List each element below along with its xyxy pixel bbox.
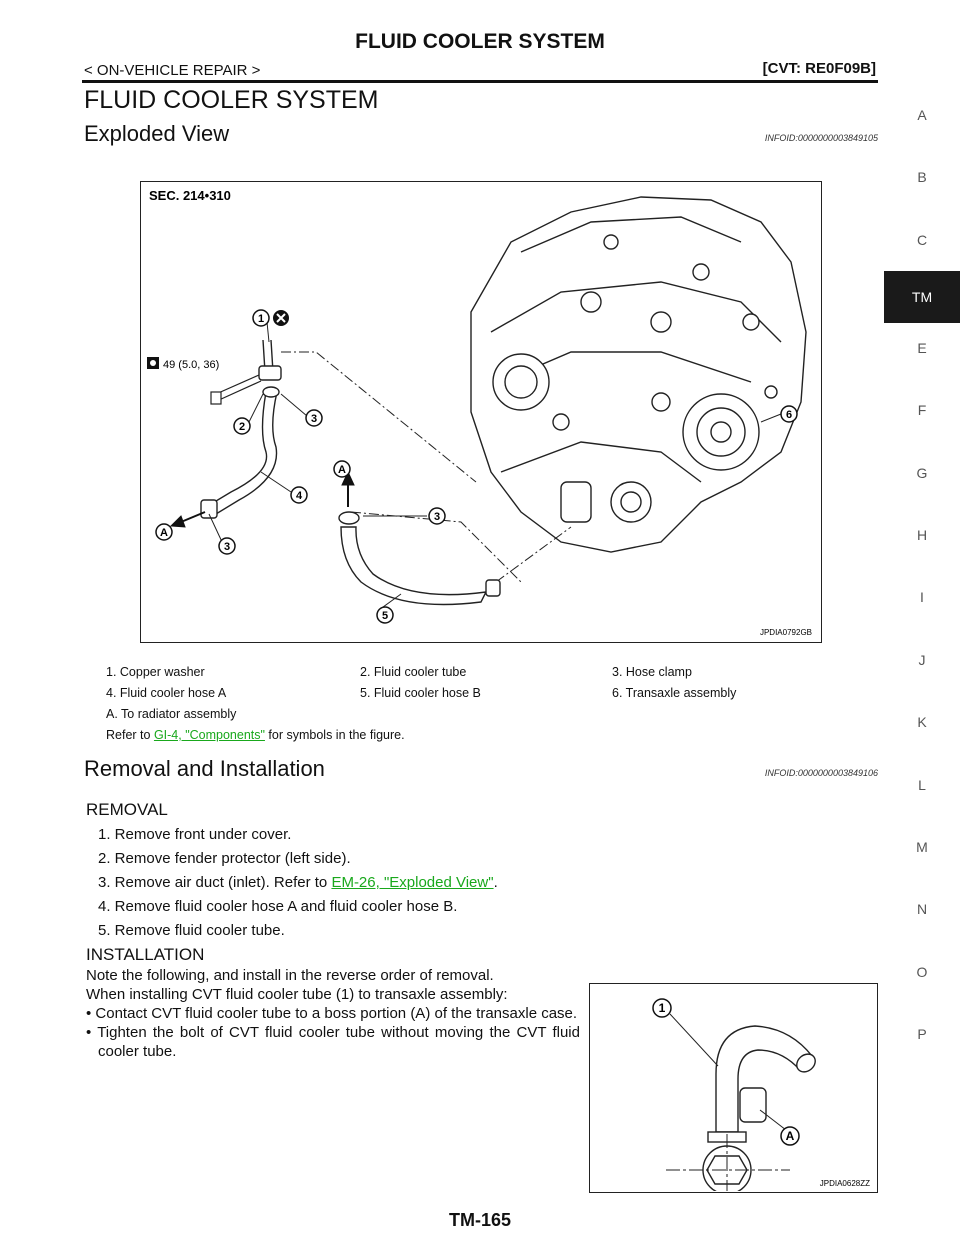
detail-callout-1: 1	[658, 1001, 666, 1015]
sidebar-letter-tm[interactable]: TM	[884, 271, 960, 323]
sidebar-letter-k[interactable]: K	[917, 714, 927, 731]
sidebar-letter-l[interactable]: L	[918, 776, 926, 793]
callout-a-upper: A	[338, 464, 346, 476]
figure-code: JPDIA0792GB	[759, 628, 812, 637]
refer-suffix: for symbols in the figure.	[264, 728, 405, 742]
removal-step-4: 4. Remove fluid cooler hose A and fluid cooler hose B.	[98, 898, 458, 915]
bolt-drawing	[211, 375, 261, 404]
cooler-tube-detail-figure	[589, 983, 878, 1193]
transaxle-assembly-drawing	[471, 197, 806, 552]
sidebar-letter-a[interactable]: A	[917, 107, 927, 123]
installation-line-2: When installing CVT fluid cooler tube (1) to transaxle assembly:	[86, 986, 508, 1003]
cooler-tube-detail-illustration	[590, 984, 876, 1191]
sidebar-letter-b[interactable]: B	[917, 169, 927, 186]
torque-wrench-icon	[147, 357, 159, 369]
section-index-sidebar	[884, 100, 960, 1081]
legend-item-3: 3. Hose clamp	[612, 665, 692, 679]
removal-step-3	[98, 874, 498, 891]
sidebar-letter-i[interactable]: I	[920, 589, 924, 606]
sidebar-letter-h[interactable]: H	[916, 526, 928, 543]
sidebar-letter-c[interactable]: C	[916, 231, 928, 248]
sidebar-letter-j[interactable]: J	[918, 651, 926, 668]
infoid-removal-installation: INFOID:0000000003849106	[764, 768, 878, 778]
legend-item-6: 6. Transaxle assembly	[612, 686, 737, 700]
legend-item-a: A. To radiator assembly	[106, 707, 237, 721]
sec-label: SEC. 214•310	[149, 188, 231, 203]
do-not-reuse-icon	[273, 310, 289, 326]
installation-bullet-2: • Tighten the bolt of CVT fluid cooler tube without moving the CVT fluid cooler tube.	[86, 1024, 580, 1060]
sidebar-letter-o[interactable]: O	[916, 963, 928, 980]
installation-line-1: Note the following, and install in the reverse order of removal.	[86, 967, 494, 984]
exploded-view-figure	[140, 181, 822, 643]
callout-3-left: 3	[223, 541, 231, 553]
removal-step-5: 5. Remove fluid cooler tube.	[98, 922, 285, 939]
infoid-exploded-view: INFOID:0000000003849105	[764, 133, 878, 143]
link-gi-4-components[interactable]: GI-4, "Components"	[153, 728, 265, 742]
callout-3-upper: 3	[310, 413, 318, 425]
callout-2: 2	[238, 421, 246, 433]
breadcrumb: < ON-VEHICLE REPAIR >	[84, 62, 261, 79]
removal-step-3-suffix: .	[493, 874, 498, 891]
callout-5: 5	[381, 610, 389, 622]
refer-prefix: Refer to	[106, 728, 154, 742]
legend-refer-line	[106, 728, 405, 742]
installation-heading: INSTALLATION	[86, 945, 205, 964]
legend-item-4: 4. Fluid cooler hose A	[106, 686, 227, 700]
header-rule	[82, 80, 878, 83]
model-label: [CVT: RE0F09B]	[762, 60, 876, 77]
detail-callout-a: A	[785, 1129, 795, 1143]
callout-1: 1	[257, 313, 265, 325]
header-title: FLUID COOLER SYSTEM	[355, 30, 605, 53]
link-em-26-exploded-view[interactable]: EM-26, "Exploded View"	[331, 874, 494, 891]
legend-item-5: 5. Fluid cooler hose B	[360, 686, 481, 700]
removal-heading: REMOVAL	[86, 800, 168, 819]
torque-value: 49 (5.0, 36)	[163, 359, 220, 371]
installation-bullet-1: • Contact CVT fluid cooler tube to a boss portion (A) of the transaxle case.	[86, 1005, 578, 1022]
removal-step-1: 1. Remove front under cover.	[98, 826, 292, 843]
legend-item-2: 2. Fluid cooler tube	[360, 665, 467, 679]
sidebar-letter-f[interactable]: F	[917, 402, 927, 419]
section-title-removal-installation: Removal and Installation	[84, 756, 325, 781]
page-title: FLUID COOLER SYSTEM	[84, 86, 379, 114]
sidebar-letter-m[interactable]: M	[916, 838, 928, 855]
removal-step-3-text: 3. Remove air duct (inlet). Refer to	[98, 874, 332, 891]
callout-a-left: A	[160, 527, 168, 539]
sidebar-letter-e[interactable]: E	[917, 339, 927, 356]
figure2-code: JPDIA0628ZZ	[819, 1179, 870, 1188]
removal-step-2: 2. Remove fender protector (left side).	[98, 850, 351, 867]
sidebar-letter-p[interactable]: P	[917, 1026, 927, 1043]
cooler-tube-drawing	[703, 1026, 819, 1191]
legend-item-1: 1. Copper washer	[106, 665, 205, 679]
installation-text	[86, 966, 580, 1061]
sidebar-letter-g[interactable]: G	[916, 464, 928, 481]
callout-3-right: 3	[433, 511, 441, 523]
page-number: TM-165	[448, 1210, 511, 1230]
exploded-view-illustration	[141, 182, 820, 641]
section-title-exploded-view: Exploded View	[84, 121, 230, 146]
sidebar-letter-n[interactable]: N	[916, 901, 928, 918]
callout-6: 6	[785, 409, 793, 421]
callout-4: 4	[295, 490, 303, 502]
